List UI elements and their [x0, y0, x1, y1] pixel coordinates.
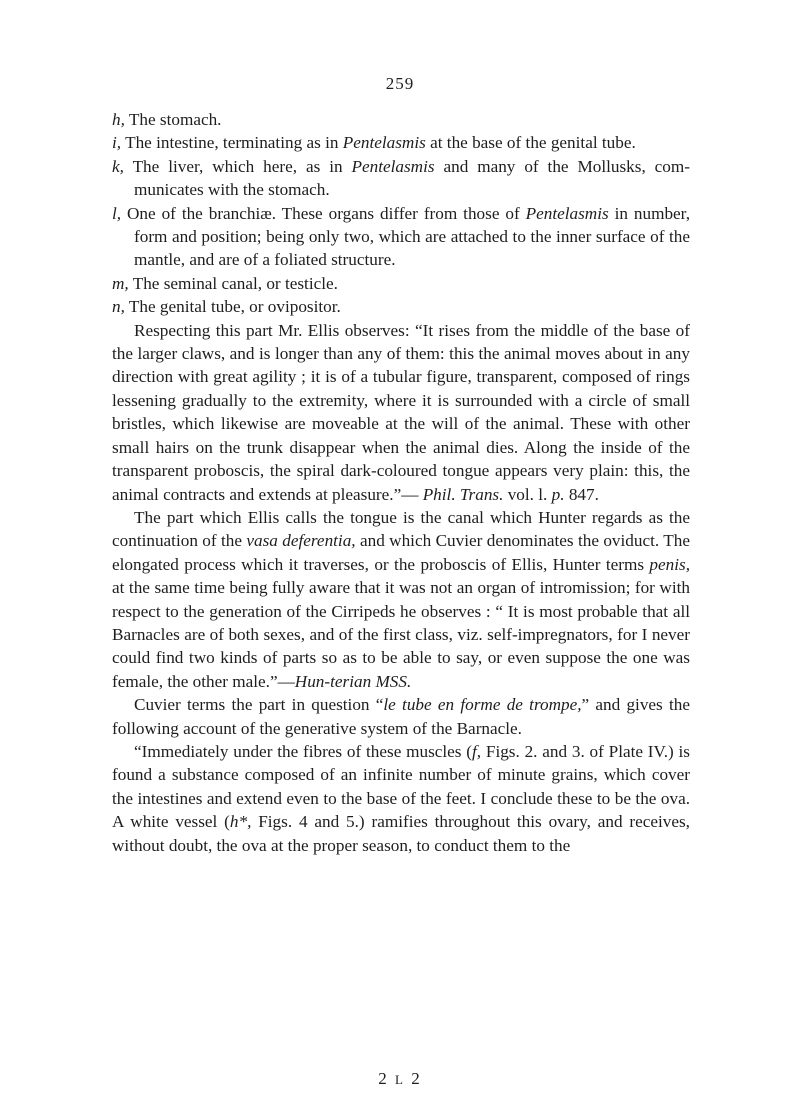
legend-item-n: [112, 295, 690, 318]
legend-text: in number, form and position; being only two, which are attached to the inner surface of the mantle, and are of a foliated structure.: [134, 203, 691, 270]
french-term: le tube en forme de trompe,: [383, 695, 582, 715]
legend-text: The seminal canal, or testicle.: [132, 273, 338, 293]
latin-term: penis,: [649, 554, 690, 574]
legend-item-h: [112, 108, 690, 131]
legend-key: h,: [112, 110, 125, 129]
legend-item-l: [112, 202, 690, 272]
citation-journal: Phil. Trans.: [422, 484, 504, 504]
paragraph-text: Cuvier terms the part in question “: [134, 695, 384, 715]
legend-text: The genital tube, or ovipositor.: [128, 297, 341, 317]
genus-name: Pentelasmis: [525, 203, 609, 223]
legend-item-k: [112, 155, 690, 202]
paragraph-text: Figs. 4 and 5.) ramifies throughout this ovary, and receives, without doubt, the ova at the proper season, to conduct them to the: [112, 812, 690, 855]
legend-text: at the base of the genital tube.: [425, 133, 636, 153]
legend-key: m,: [112, 273, 129, 293]
paragraph-text: Figs. 2. and 3. of Plate IV.) is found a substance composed of an infinite number of minute grains, which cover the intestines and extend even to the base of the feet. I conclude these to be the ova. A white vessel (: [112, 741, 690, 832]
legend-text: The stomach.: [128, 110, 222, 129]
paragraph-text: ” and gives the following account of the generative system of the Barnacle.: [112, 695, 690, 738]
legend-item-m: [112, 272, 690, 295]
paragraph-cuvier-intro: [112, 693, 690, 740]
legend-key: l,: [112, 203, 122, 223]
legend-text: and many of the Mollusks, com-municates with the stomach.: [134, 156, 690, 200]
paragraph-text: Respecting this part Mr. Ellis observes: “It rises from the middle of the base of the larger claws, and is longer than any of them: this the animal moves about in any direction with great agility ; it is of a tubular figure, transparent, composed of rings lessening gradually to the extremity, where it is surrounded with a circle of small bristles, which likewise are moveable at the will of the animal. These with other small hairs on the trunk disappear when the animal dies. Along the inside of the transparent proboscis, the spiral dark-coloured tongue appears very plain: this, the animal contracts and extends at pleasure.”—: [112, 320, 690, 504]
paragraph-hunter: [112, 506, 690, 693]
legend-item-i: [112, 131, 690, 154]
genus-name: Pentelasmis: [351, 156, 435, 176]
legend-text: The liver, which here, as in: [132, 156, 352, 176]
legend-key: i,: [112, 133, 122, 153]
legend-key: n,: [112, 297, 125, 317]
legend-text: One of the branchiæ. These organs differ from those of: [127, 203, 526, 223]
paragraph-cuvier-quote: [112, 740, 690, 857]
citation-page: 847.: [564, 484, 599, 504]
citation-volume: vol. l.: [503, 484, 552, 504]
legend-key: k,: [112, 156, 124, 176]
paragraph-text: The part which Ellis calls the tongue is the canal which Hunter regards as the continuation of the: [112, 507, 690, 551]
latin-term: vasa deferentia,: [246, 531, 356, 551]
figure-ref: h*,: [229, 812, 252, 832]
genus-name: Pentelasmis: [342, 133, 426, 153]
citation-page-abbrev: p.: [551, 484, 565, 504]
signature-part: L: [395, 1072, 405, 1087]
signature-part: 2: [378, 1069, 389, 1088]
citation-source: Hun-terian MSS.: [294, 671, 412, 691]
page-number: 259: [385, 74, 415, 93]
figure-ref: f,: [472, 741, 482, 761]
body-text: [112, 108, 690, 857]
paragraph-text: at the same time being fully aware that it was not an organ of intromission; for with respect to the generation of the Cirripeds he observes : “ It is most probable that all Barnacles are of both sexes, and of the first class, viz. self-impregnators, for I never could find two kinds of parts so as to be able to say, or even suppose the one was female, the other male.”—: [112, 578, 690, 691]
paragraph-text: “Immediately under the fibres of these muscles (: [134, 741, 473, 761]
signature-part: 2: [411, 1069, 422, 1088]
signature-mark: [0, 1069, 800, 1089]
paragraph-text: and which Cuvier denominates the oviduct. The elongated process which it traverses, or the proboscis of Ellis, Hunter terms: [112, 531, 690, 574]
paragraph-ellis-quote: [112, 319, 690, 506]
legend-text: The intestine, terminating as in: [125, 133, 343, 153]
